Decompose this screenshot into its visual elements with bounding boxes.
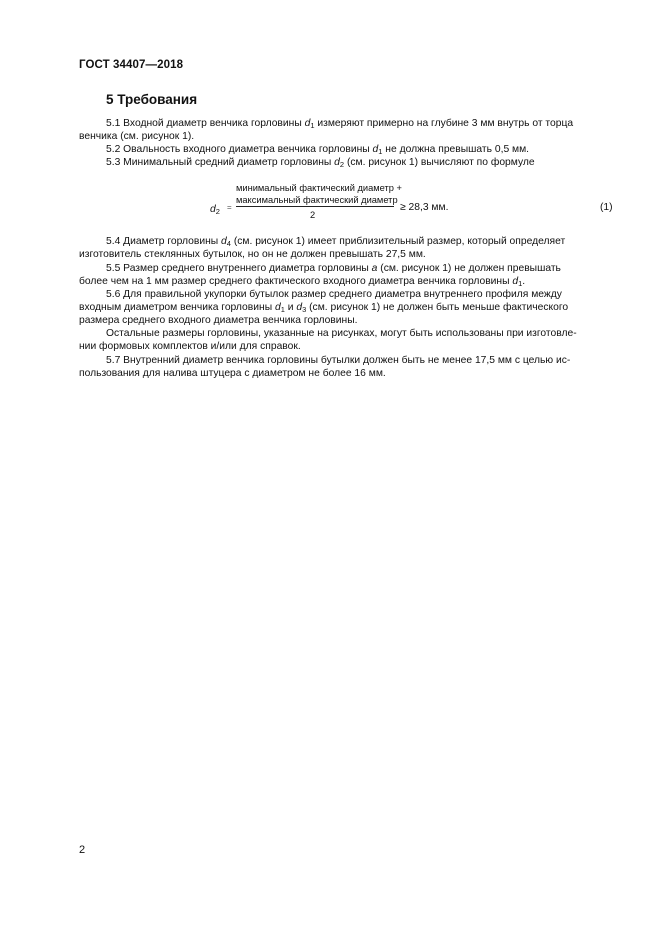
paragraph-5-6-line-2: входным диаметром венчика горловины $d_1$ и $d_3$ (см. рисунок 1) не должен быть меньше фактического (79, 302, 569, 314)
document-code-header: ГОСТ 34407—2018 (79, 59, 184, 71)
fraction-bar (236, 206, 394, 207)
paragraph-5-2: 5.2 Овальность входного диаметра венчика горловины $d_1$ не должна превышать 0,5 мм. (106, 144, 530, 156)
section-title: 5 Требования (106, 92, 198, 107)
formula-numerator-line-2: максимальный фактический диаметр (236, 195, 398, 205)
paragraph-5-5-line-1: 5.5 Размер среднего внутреннего диаметра горловины a (см. рисунок 1) не должен превышать (106, 263, 561, 274)
paragraph-other-line-2: нии формовых комплектов и/или для справок. (79, 341, 301, 352)
formula-number: (1) (600, 202, 613, 213)
paragraph-5-6-line-1: 5.6 Для правильной укупорки бутылок размер среднего диаметра внутреннего профиля между (106, 289, 562, 300)
paragraph-5-6-line-3: размера среднего входного диаметра венчика горловины. (79, 315, 358, 326)
page-number: 2 (79, 844, 86, 856)
paragraph-5-4-line-1: 5.4 Диаметр горловины $d_4$ (см. рисунок 1) имеет приблизительный размер, который определяет (106, 236, 566, 248)
paragraph-other-line-1: Остальные размеры горловины, указанные на рисунках, могут быть использованы при изготовле- (106, 328, 577, 339)
formula-numerator-line-1: минимальный фактический диаметр + (236, 183, 402, 193)
paragraph-5-7-line-1: 5.7 Внутренний диаметр венчика горловины бутылки должен быть не менее 17,5 мм с целью ис- (106, 355, 571, 366)
formula-denominator: 2 (310, 210, 316, 220)
paragraph-5-5-line-2: более чем на 1 мм размер среднего фактического входного диаметра венчика горловины $d_1$. (79, 276, 526, 288)
formula-result: ≥ 28,3 мм. (400, 202, 449, 213)
paragraph-5-4-line-2: изготовитель стеклянных бутылок, но он не должен превышать 27,5 мм. (79, 249, 426, 260)
paragraph-5-1-line-1: 5.1 Входной диаметр венчика горловины $d_1$ измеряют примерно на глубине 3 мм внутрь от торца (106, 118, 574, 130)
formula-equals-sign: = (227, 203, 232, 212)
paragraph-5-1-line-2: венчика (см. рисунок 1). (79, 131, 195, 142)
paragraph-5-7-line-2: пользования для налива штуцера с диаметром не более 16 мм. (79, 368, 386, 379)
paragraph-5-3: 5.3 Минимальный средний диаметр горловины $d_2$ (см. рисунок 1) вычисляют по формуле (106, 157, 535, 169)
formula-symbol: $d_2$ (210, 204, 220, 216)
